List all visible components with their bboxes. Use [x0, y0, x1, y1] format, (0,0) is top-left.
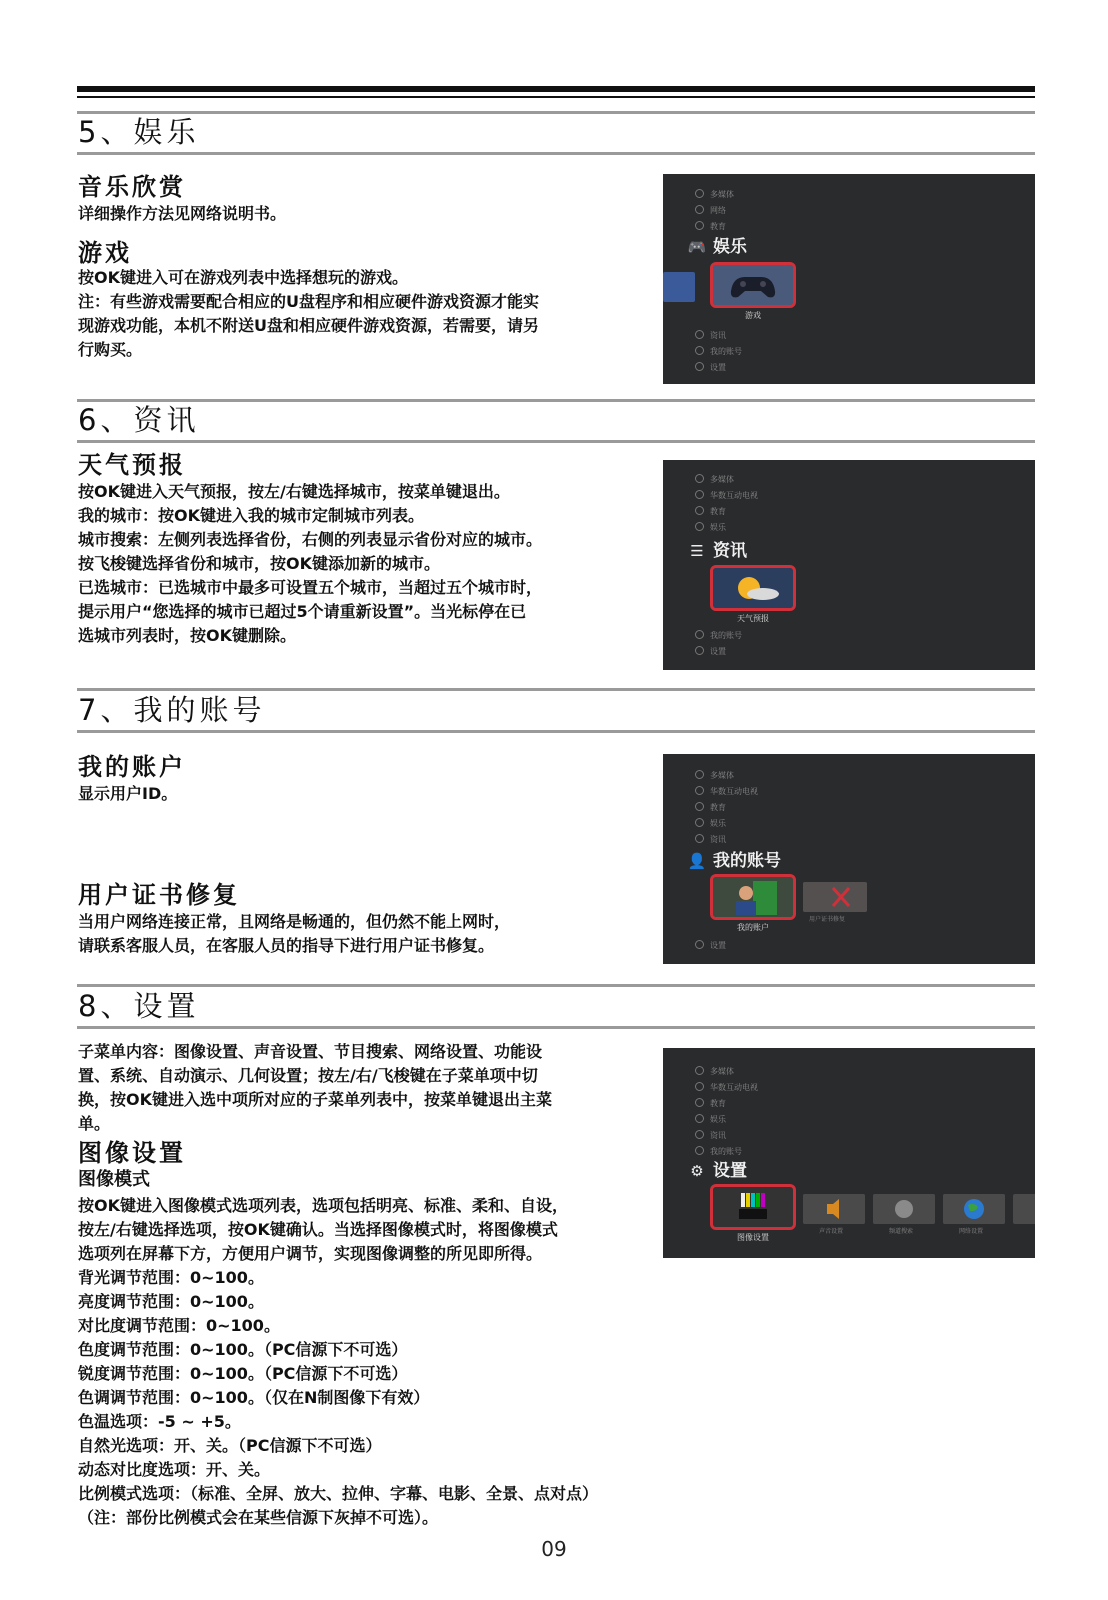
test-pattern-icon [713, 1187, 793, 1227]
list-icon: ☰ [690, 542, 704, 560]
menu-item: 网络 [695, 205, 726, 216]
text-line: 置、系统、自动演示、几何设置；按左/右/飞梭键在子菜单项中切 [78, 1066, 538, 1085]
gear-icon: ⚙ [690, 1162, 704, 1180]
section-rule [77, 399, 1035, 402]
menu-selected: 🎮 娱乐 [687, 237, 747, 257]
heading-games: 游戏 [78, 239, 132, 267]
section-rule [77, 730, 1035, 733]
gamepad-icon: 🎮 [687, 238, 707, 256]
side-tile-caption: 网络设置 [959, 1228, 984, 1235]
section-rule [77, 688, 1035, 691]
text-line: 行购买。 [78, 340, 143, 359]
tile-games [710, 262, 796, 308]
tv-screen-settings [663, 1048, 1035, 1258]
tools-icon [803, 882, 867, 912]
text-line: 城市搜索：左侧列表选择省份，右侧的列表显示省份对应的城市。 [78, 530, 543, 549]
menu-item: 多媒体 [695, 770, 734, 781]
text-line: 显示用户ID。 [78, 784, 178, 803]
menu-item: 设置 [695, 940, 726, 951]
menu-selected: ☰ 资讯 [687, 540, 747, 562]
heading-my-account: 我的账户 [78, 753, 186, 781]
menu-item: 设置 [695, 646, 726, 657]
tile-caption: 图像设置 [737, 1233, 769, 1242]
tile-caption: 我的账户 [737, 923, 769, 932]
globe-icon [943, 1194, 1005, 1224]
tile-picture-settings [710, 1184, 796, 1230]
gamepad-image-icon [713, 265, 793, 305]
section-rule [77, 152, 1035, 155]
section-rule [77, 111, 1035, 114]
text-line: 按左/右键选择选项，按OK键确认。当选择图像模式时，将图像模式 [78, 1220, 558, 1239]
menu-item: 华数互动电视 [695, 786, 758, 797]
text-line: 当用户网络连接正常，且网络是畅通的，但仍然不能上网时， [78, 912, 511, 931]
tile-caption: 游戏 [745, 311, 761, 320]
menu-item: 我的账号 [695, 346, 742, 357]
heading-weather: 天气预报 [78, 451, 186, 479]
paragraph-picture-mode [78, 1194, 598, 1530]
text-line: 单。 [78, 1114, 111, 1133]
tile-cert-repair [803, 882, 867, 912]
text-line: 换，按OK键进入选中项所对应的子菜单列表中，按菜单键退出主菜 [78, 1090, 553, 1109]
section-title-entertainment: 5、娱乐 [78, 115, 200, 149]
sun-icon [713, 568, 793, 608]
text-line: 动态对比度选项：开、关。 [78, 1460, 271, 1479]
text-line: 锐度调节范围：0~100。（PC信源下不可选） [78, 1364, 408, 1383]
menu-item: 设置 [695, 362, 726, 373]
paragraph-settings-intro [78, 1040, 552, 1136]
side-tile-caption: 声音设置 [819, 1228, 844, 1235]
menu-item: 多媒体 [695, 189, 734, 200]
menu-item: 娱乐 [695, 1114, 726, 1125]
menu-item: 华数互动电视 [695, 490, 758, 501]
text-line: 比例模式选项：（标准、全屏、放大、拉伸、字幕、电影、全景、点对点） [78, 1484, 599, 1503]
section-title-news: 6、资讯 [78, 403, 200, 437]
text-line: 亮度调节范围：0~100。 [78, 1292, 264, 1311]
paragraph-my-account [78, 782, 177, 806]
text-line: 色温选项：-5 ~ +5。 [78, 1412, 241, 1431]
header-thin-rule [77, 96, 1035, 98]
tile-my-account [710, 874, 796, 920]
section-title-settings: 8、设置 [78, 989, 200, 1023]
tile-caption: 天气预报 [737, 614, 769, 623]
text-line: 背光调节范围：0~100。 [78, 1268, 264, 1287]
menu-selected: ⚙ 设置 [687, 1160, 747, 1182]
thumbnail-music [663, 272, 695, 302]
text-line: 按飞梭键选择省份和城市，按OK键添加新的城市。 [78, 554, 441, 573]
section-rule [77, 984, 1035, 987]
tile-network-settings [943, 1194, 1005, 1224]
side-tile-caption: 频道搜索 [889, 1228, 914, 1235]
text-line: 按OK键进入可在游戏列表中选择想玩的游戏。 [78, 268, 409, 287]
text-line: 按OK键进入图像模式选项列表，选项包括明亮、标准、柔和、自设， [78, 1196, 569, 1215]
text-line: 按OK键进入天气预报，按左/右键选择城市，按菜单键退出。 [78, 482, 510, 501]
tv-screen-account [663, 754, 1035, 964]
tv-screen-news [663, 460, 1035, 670]
heading-picture-mode: 图像模式 [78, 1169, 150, 1190]
text-line: 子菜单内容：图像设置、声音设置、节目搜索、网络设置、功能设 [78, 1042, 543, 1061]
menu-item: 教育 [695, 802, 726, 813]
text-line: 色调调节范围：0~100。（仅在N制图像下有效） [78, 1388, 430, 1407]
heading-picture-settings: 图像设置 [78, 1139, 186, 1167]
menu-item: 多媒体 [695, 474, 734, 485]
menu-item: 华数互动电视 [695, 1082, 758, 1093]
text-line: 注：有些游戏需要配合相应的U盘程序和相应硬件游戏资源才能实 [78, 292, 539, 311]
menu-item: 资讯 [695, 1130, 726, 1141]
text-line: 选城市列表时，按OK键删除。 [78, 626, 297, 645]
tile-more [1013, 1194, 1035, 1224]
paragraph-music [78, 202, 286, 226]
tile-weather [710, 565, 796, 611]
heading-music: 音乐欣赏 [78, 173, 186, 201]
menu-item: 资讯 [695, 330, 726, 341]
menu-item: 我的账号 [695, 630, 742, 641]
header-thick-rule [77, 86, 1035, 92]
text-line: 现游戏功能，本机不附送U盘和相应硬件游戏资源，若需要，请另 [78, 316, 539, 335]
text-line: 已选城市：已选城市中最多可设置五个城市，当超过五个城市时， [78, 578, 543, 597]
search-globe-icon [873, 1194, 935, 1224]
paragraph-weather [78, 480, 542, 648]
menu-item: 娱乐 [695, 522, 726, 533]
text-line: 选项列在屏幕下方，方便用户调节，实现图像调整的所见即所得。 [78, 1244, 543, 1263]
text-line: 自然光选项：开、关。（PC信源下不可选） [78, 1436, 382, 1455]
text-line: 详细操作方法见网络说明书。 [78, 204, 287, 223]
section-rule [77, 1026, 1035, 1029]
heading-cert-repair: 用户证书修复 [78, 881, 240, 909]
section-title-account: 7、我的账号 [78, 693, 266, 727]
section-rule [77, 440, 1035, 443]
user-icon: 👤 [687, 852, 707, 870]
menu-selected: 👤 我的账号 [687, 851, 781, 871]
text-line: 对比度调节范围：0~100。 [78, 1316, 280, 1335]
menu-item: 娱乐 [695, 818, 726, 829]
text-line: 请联系客服人员，在客服人员的指导下进行用户证书修复。 [78, 936, 495, 955]
speaker-icon [803, 1194, 865, 1224]
account-book-icon [713, 877, 793, 917]
text-line: 我的城市：按OK键进入我的城市定制城市列表。 [78, 506, 425, 525]
text-line: 提示用户“您选择的城市已超过5个请重新设置”。当光标停在已 [78, 602, 527, 621]
menu-item: 教育 [695, 506, 726, 517]
side-tile-caption: 用户证书修复 [809, 916, 846, 923]
menu-item: 资讯 [695, 834, 726, 845]
text-line: 色度调节范围：0~100。（PC信源下不可选） [78, 1340, 408, 1359]
paragraph-games [78, 266, 539, 362]
menu-item: 我的账号 [695, 1146, 742, 1157]
tile-sound-settings [803, 1194, 865, 1224]
tile-channel-search [873, 1194, 935, 1224]
paragraph-cert-repair [78, 910, 510, 958]
text-line: （注：部份比例模式会在某些信源下灰掉不可选）。 [78, 1508, 439, 1527]
menu-item: 教育 [695, 1098, 726, 1109]
menu-item: 教育 [695, 221, 726, 232]
menu-item: 多媒体 [695, 1066, 734, 1077]
tv-screen-entertainment [663, 174, 1035, 384]
page-number: 09 [541, 1537, 567, 1561]
